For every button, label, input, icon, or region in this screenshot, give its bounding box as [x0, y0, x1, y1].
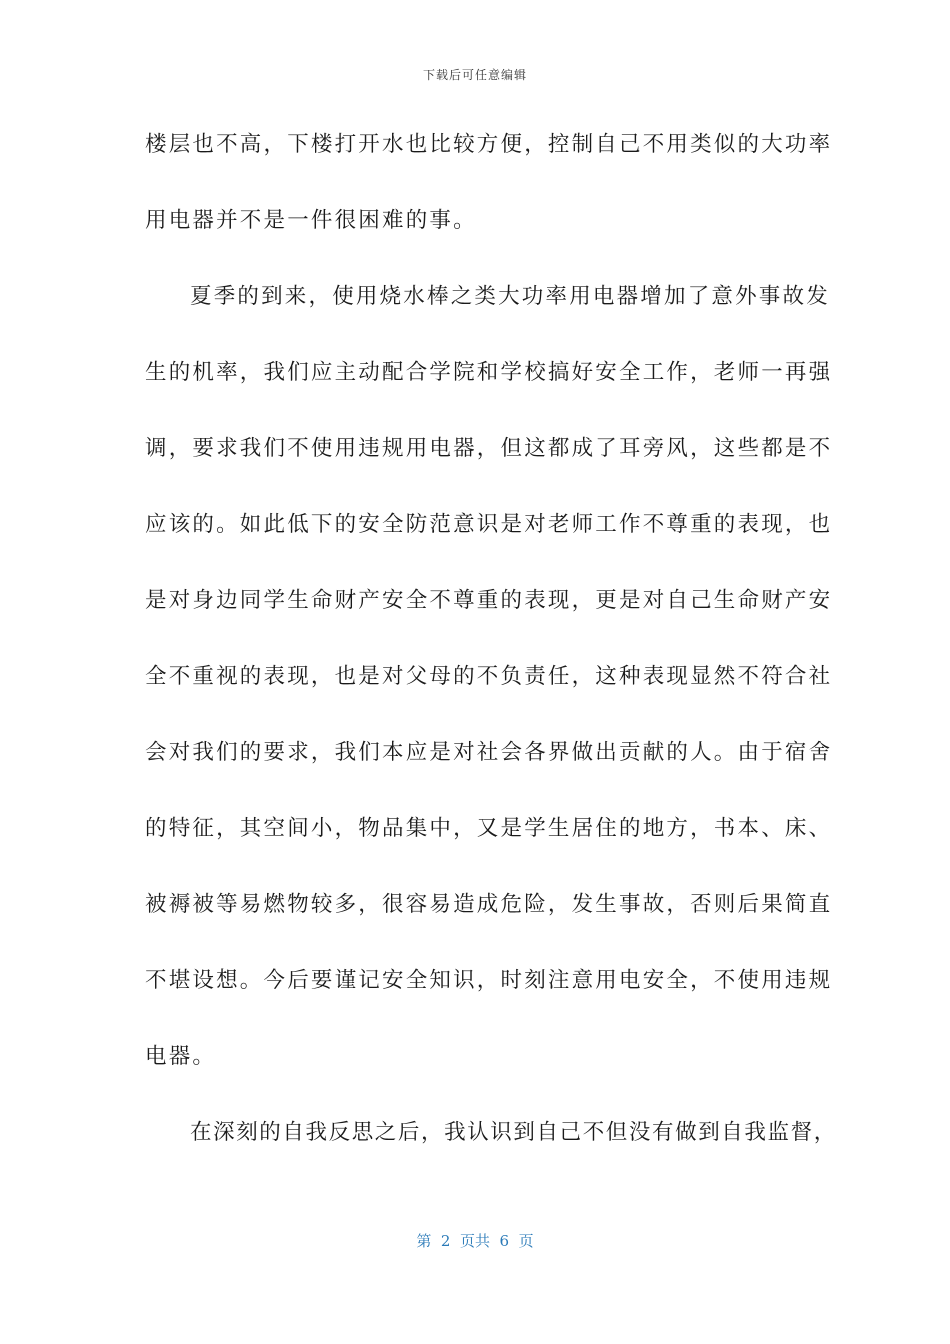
document-body [145, 122, 837, 1186]
text-line: 生的机率，我们应主动配合学院和学校搞好安全工作，老师一再强 [145, 360, 833, 385]
paragraph-first-line: 夏季的到来，使用烧水棒之类大功率用电器增加了意外事故发 [190, 284, 830, 309]
text-line: 被褥被等易燃物较多，很容易造成危险，发生事故，否则后果简直 [145, 892, 833, 917]
page-header: 下载后可任意编辑 [422, 68, 527, 82]
text-line: 应该的。如此低下的安全防范意识是对老师工作不尊重的表现，也 [145, 512, 833, 537]
text-line: 不堪设想。今后要谨记安全知识，时刻注意用电安全，不使用违规 [145, 968, 833, 993]
page-number-footer: 第 2 页共 6 页 [416, 1232, 534, 1250]
text-line: 的特征，其空间小，物品集中，又是学生居住的地方，书本、床、 [145, 816, 833, 841]
text-line: 电器。 [145, 1044, 217, 1069]
text-line: 用电器并不是一件很困难的事。 [145, 208, 477, 233]
text-line: 是对身边同学生命财产安全不尊重的表现，更是对自己生命财产安 [145, 588, 833, 613]
paragraph-first-line: 在深刻的自我反思之后，我认识到自己不但没有做到自我监督， [190, 1120, 837, 1145]
text-line: 调，要求我们不使用违规用电器，但这都成了耳旁风，这些都是不 [145, 436, 833, 461]
text-line: 会对我们的要求，我们本应是对社会各界做出贡献的人。由于宿舍 [145, 740, 833, 765]
text-line: 楼层也不高，下楼打开水也比较方便，控制自己不用类似的大功率 [145, 132, 833, 157]
text-line: 全不重视的表现，也是对父母的不负责任，这种表现显然不符合社 [145, 664, 833, 689]
